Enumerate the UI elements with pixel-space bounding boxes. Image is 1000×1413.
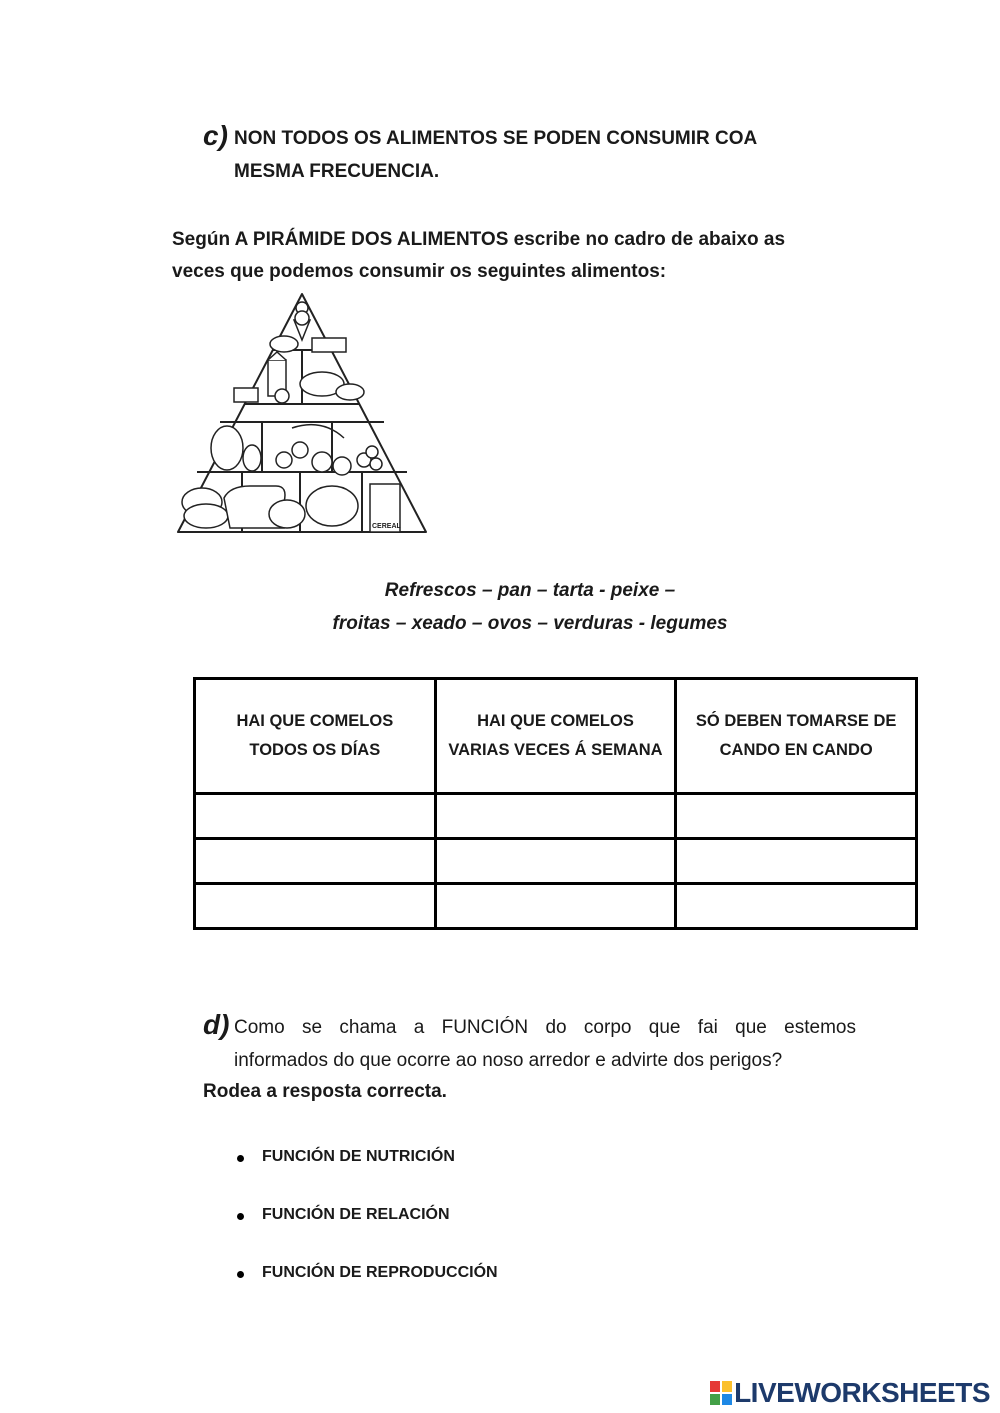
question-c-line2: MESMA FRECUENCIA. bbox=[234, 161, 440, 182]
answer-cell[interactable] bbox=[195, 839, 436, 884]
food-list-line2: froitas – xeado – ovos – verduras - legumes bbox=[332, 613, 728, 634]
intro-line2: veces que podemos consumir os seguintes alimentos: bbox=[172, 261, 667, 282]
logo-text: LIVEWORKSHEETS bbox=[734, 1377, 990, 1408]
header-line: SÓ DEBEN TOMARSE DE bbox=[695, 712, 897, 730]
option-label: FUNCIÓN DE RELACIÓN bbox=[262, 1206, 450, 1223]
rice-bowl-icon bbox=[269, 500, 305, 528]
table-header-cell bbox=[676, 679, 917, 794]
question-d-marker: d) bbox=[203, 1009, 230, 1040]
pasta-plate-icon bbox=[306, 486, 358, 526]
lettuce-icon bbox=[211, 426, 243, 470]
question-d-line2: informados do que ocorre ao noso arredor e advirte dos perigos? bbox=[234, 1050, 783, 1071]
option-reproduccion[interactable] bbox=[262, 1264, 498, 1282]
table-row bbox=[195, 884, 917, 929]
table-header-row bbox=[195, 679, 917, 794]
answer-cell[interactable] bbox=[195, 884, 436, 929]
question-c-marker: c) bbox=[203, 120, 228, 151]
bullet-icon bbox=[237, 1155, 244, 1162]
question-c-intro bbox=[172, 224, 852, 288]
answer-cell[interactable] bbox=[195, 794, 436, 839]
answer-cell[interactable] bbox=[676, 884, 917, 929]
answer-table bbox=[193, 677, 918, 930]
fish-icon bbox=[336, 384, 364, 400]
header-line: TODOS OS DÍAS bbox=[249, 741, 381, 759]
bullet-icon bbox=[237, 1271, 244, 1278]
food-list-line1: Refrescos – pan – tarta - peixe – bbox=[384, 580, 676, 601]
table-header-cell bbox=[435, 679, 676, 794]
liveworksheets-logo[interactable] bbox=[710, 1377, 990, 1409]
header-line: HAI QUE COMELOS bbox=[477, 712, 634, 730]
table-row bbox=[195, 839, 917, 884]
question-d-instruction: Rodea a resposta correcta. bbox=[203, 1081, 447, 1102]
option-label: FUNCIÓN DE NUTRICIÓN bbox=[262, 1148, 455, 1165]
answer-cell[interactable] bbox=[676, 839, 917, 884]
header-line: HAI QUE COMELOS bbox=[236, 712, 394, 730]
table-row bbox=[195, 794, 917, 839]
question-d-line1: Como se chama a FUNCIÓN do corpo que fai que estemos bbox=[234, 1017, 856, 1038]
apple-icon bbox=[312, 452, 332, 472]
answer-cell[interactable] bbox=[435, 884, 676, 929]
option-label: FUNCIÓN DE REPRODUCCIÓN bbox=[262, 1264, 498, 1281]
bullet-icon bbox=[237, 1213, 244, 1220]
liveworksheets-logo-icon bbox=[710, 1381, 732, 1405]
food-pyramid-image bbox=[172, 288, 430, 538]
option-nutricion[interactable] bbox=[262, 1148, 455, 1166]
table-header-cell bbox=[195, 679, 436, 794]
intro-line1: Según A PIRÁMIDE DOS ALIMENTOS escribe no cadro de abaixo as bbox=[172, 229, 786, 250]
cereal-box-label: CEREAL bbox=[372, 523, 401, 530]
header-line: CANDO EN CANDO bbox=[719, 741, 873, 759]
option-relacion[interactable] bbox=[262, 1206, 450, 1224]
answer-cell[interactable] bbox=[435, 839, 676, 884]
question-c-line1: NON TODOS OS ALIMENTOS SE PODEN CONSUMIR COA bbox=[234, 128, 758, 149]
header-line: VARIAS VECES Á SEMANA bbox=[448, 741, 663, 759]
answer-cell[interactable] bbox=[435, 794, 676, 839]
question-d-text bbox=[234, 1011, 856, 1077]
answer-cell[interactable] bbox=[676, 794, 917, 839]
